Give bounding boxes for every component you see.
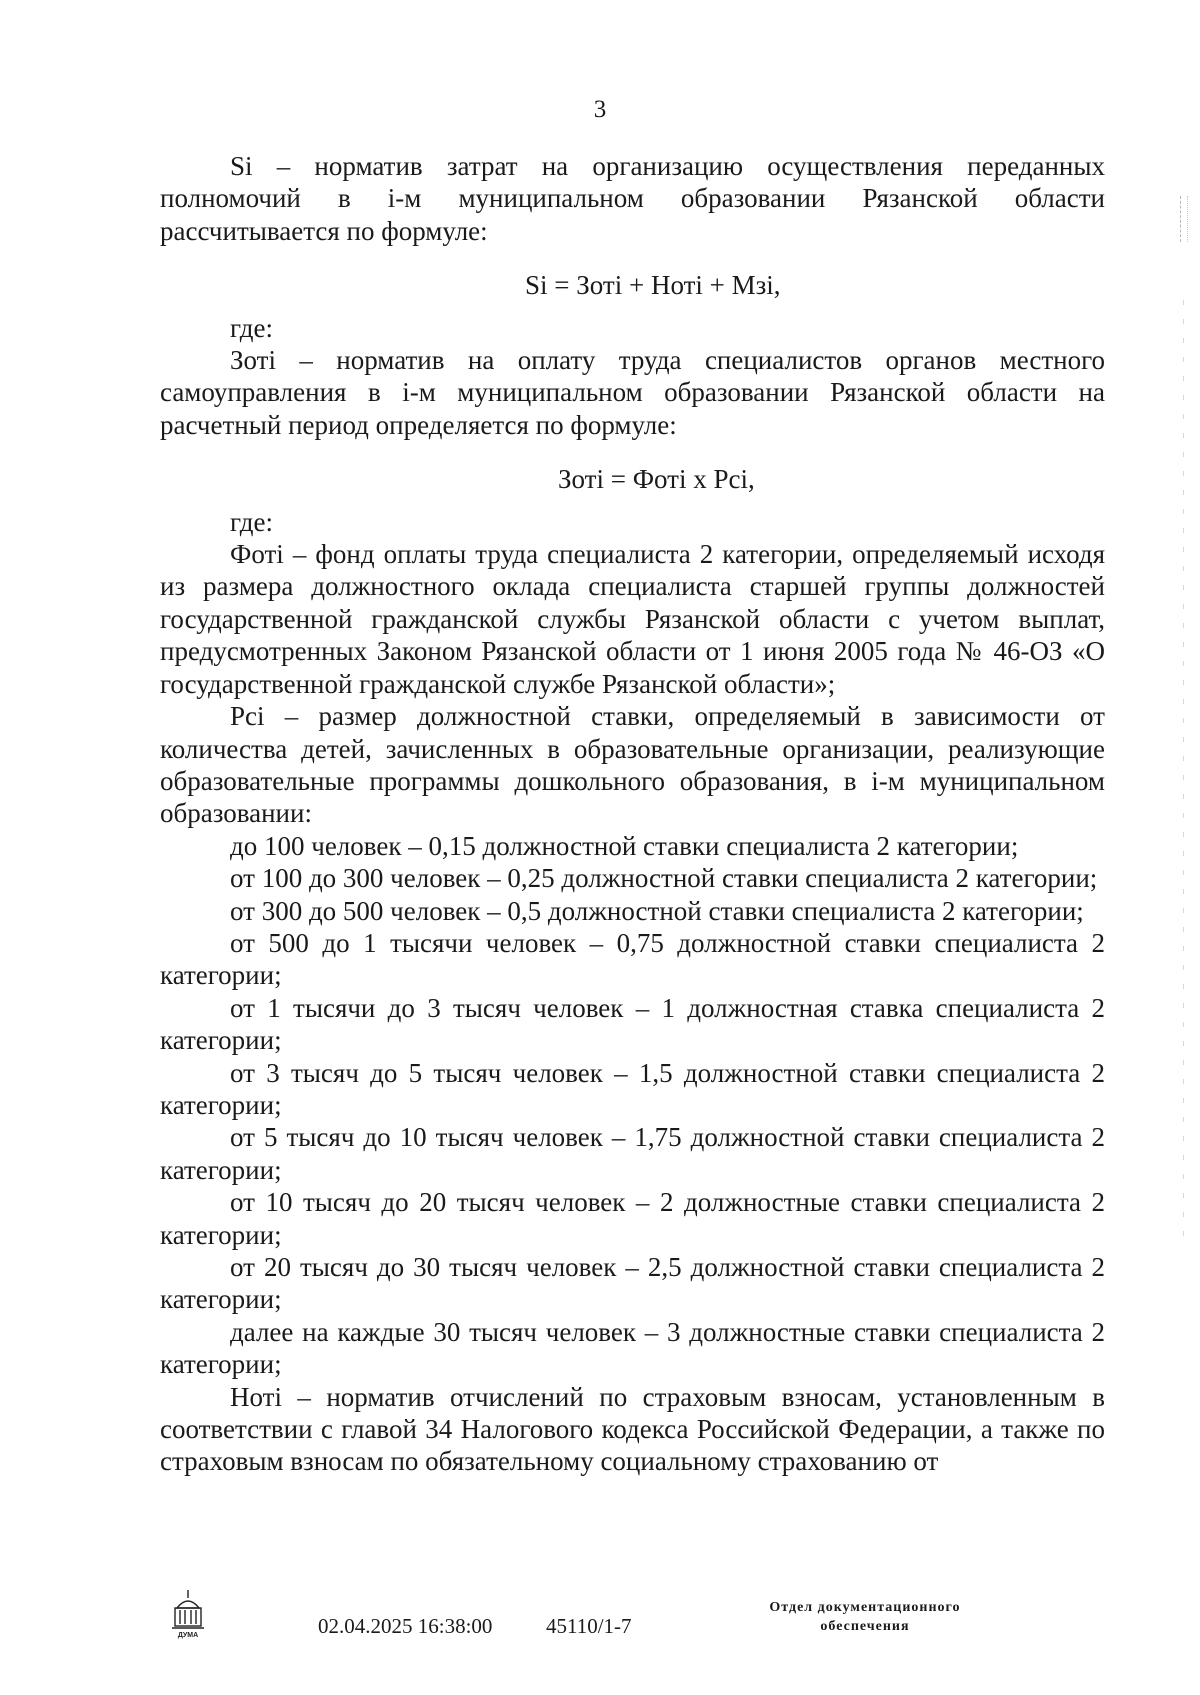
formula-si: Si = Зоті + Ноті + Мзі,	[525, 270, 781, 301]
rate-item: от 300 до 500 человек – 0,5 должностной ставки специалиста 2 категории;	[230, 895, 1084, 926]
rate-item: от 3 тысяч до 5 тысяч человек – 1,5 должностной ставки специалиста 2 категории;	[160, 1057, 1105, 1120]
where-label: где:	[230, 312, 273, 343]
rate-item: от 20 тысяч до 30 тысяч человек – 2,5 должностной ставки специалиста 2 категории;	[160, 1252, 1105, 1315]
rate-item: от 500 до 1 тысячи человек – 0,75 должностной ставки специалиста 2 категории;	[160, 927, 1105, 991]
rate-item: от 5 тысяч до 10 тысяч человек – 1,75 должностной ставки специалиста 2 категории;	[160, 1122, 1105, 1185]
rate-item: от 100 до 300 человек – 0,25 должностной ставки специалиста 2 категории;	[230, 863, 1098, 894]
department-stamp	[720, 1598, 1010, 1636]
logo-text: ДУМА	[177, 1632, 199, 1639]
footer-datetime: 02.04.2025 16:38:00	[318, 1614, 493, 1638]
rate-item: от 10 тысяч до 20 тысяч человек – 2 должностные ставки специалиста 2 категории;	[160, 1187, 1105, 1250]
duma-logo-icon	[168, 1588, 208, 1640]
footer-doc-code: 45110/1-7	[546, 1614, 632, 1638]
rate-item: до 100 человек – 0,15 должностной ставки специалиста 2 категории;	[230, 830, 1019, 861]
department-stamp-line1: Отдел документационного	[769, 1600, 961, 1615]
scan-artifact	[1180, 196, 1188, 242]
rate-item: от 1 тысячи до 3 тысяч человек – 1 должностная ставка специалиста 2 категории;	[160, 992, 1105, 1056]
paragraph-noti-definition: Ноті – норматив отчислений по страховым взносам, установленным в соответствии с главой 34 Налогового кодекса Российской Федерации, а также по страховым взносам по обязательному социальному страхованию от	[160, 1381, 1105, 1477]
scan-artifact	[1183, 300, 1184, 1250]
formula-zoti: Зоті = Фоті x Pci,	[558, 464, 755, 495]
page-number: 3	[593, 96, 607, 123]
department-stamp-line2: обеспечения	[820, 1619, 910, 1634]
document-body	[160, 150, 1105, 1478]
where-label: где:	[230, 506, 273, 537]
paragraph-si-definition: Si – норматив затрат на организацию осуществления переданных полномочий в i-м муниципальном образовании Рязанской области рассчитывается по формуле:	[160, 151, 1105, 246]
paragraph-foti-definition: Фоті – фонд оплаты труда специалиста 2 категории, определяемый исходя из размера должностного оклада специалиста старшей группы должностей государственной гражданской службы Рязанской области с учетом выплат, предусмотренных Законом Рязанской области от 1 июня 2005 года № 46-ОЗ «О государственной гражданской службе Рязанской области»;	[160, 539, 1105, 699]
rate-item: далее на каждые 30 тысяч человек – 3 должностные ставки специалиста 2 категории;	[160, 1316, 1105, 1380]
paragraph-pci-definition: Pci – размер должностной ставки, определяемый в зависимости от количества детей, зачисленных в образовательные организации, реализующие образовательные программы дошкольного образования, в i-м муниципальном образовании:	[160, 701, 1105, 829]
paragraph-zoti-definition: Зоті – норматив на оплату труда специалистов органов местного самоуправления в і-м муниципальном образовании Рязанской области на расчетный период определяется по формуле:	[160, 345, 1105, 440]
